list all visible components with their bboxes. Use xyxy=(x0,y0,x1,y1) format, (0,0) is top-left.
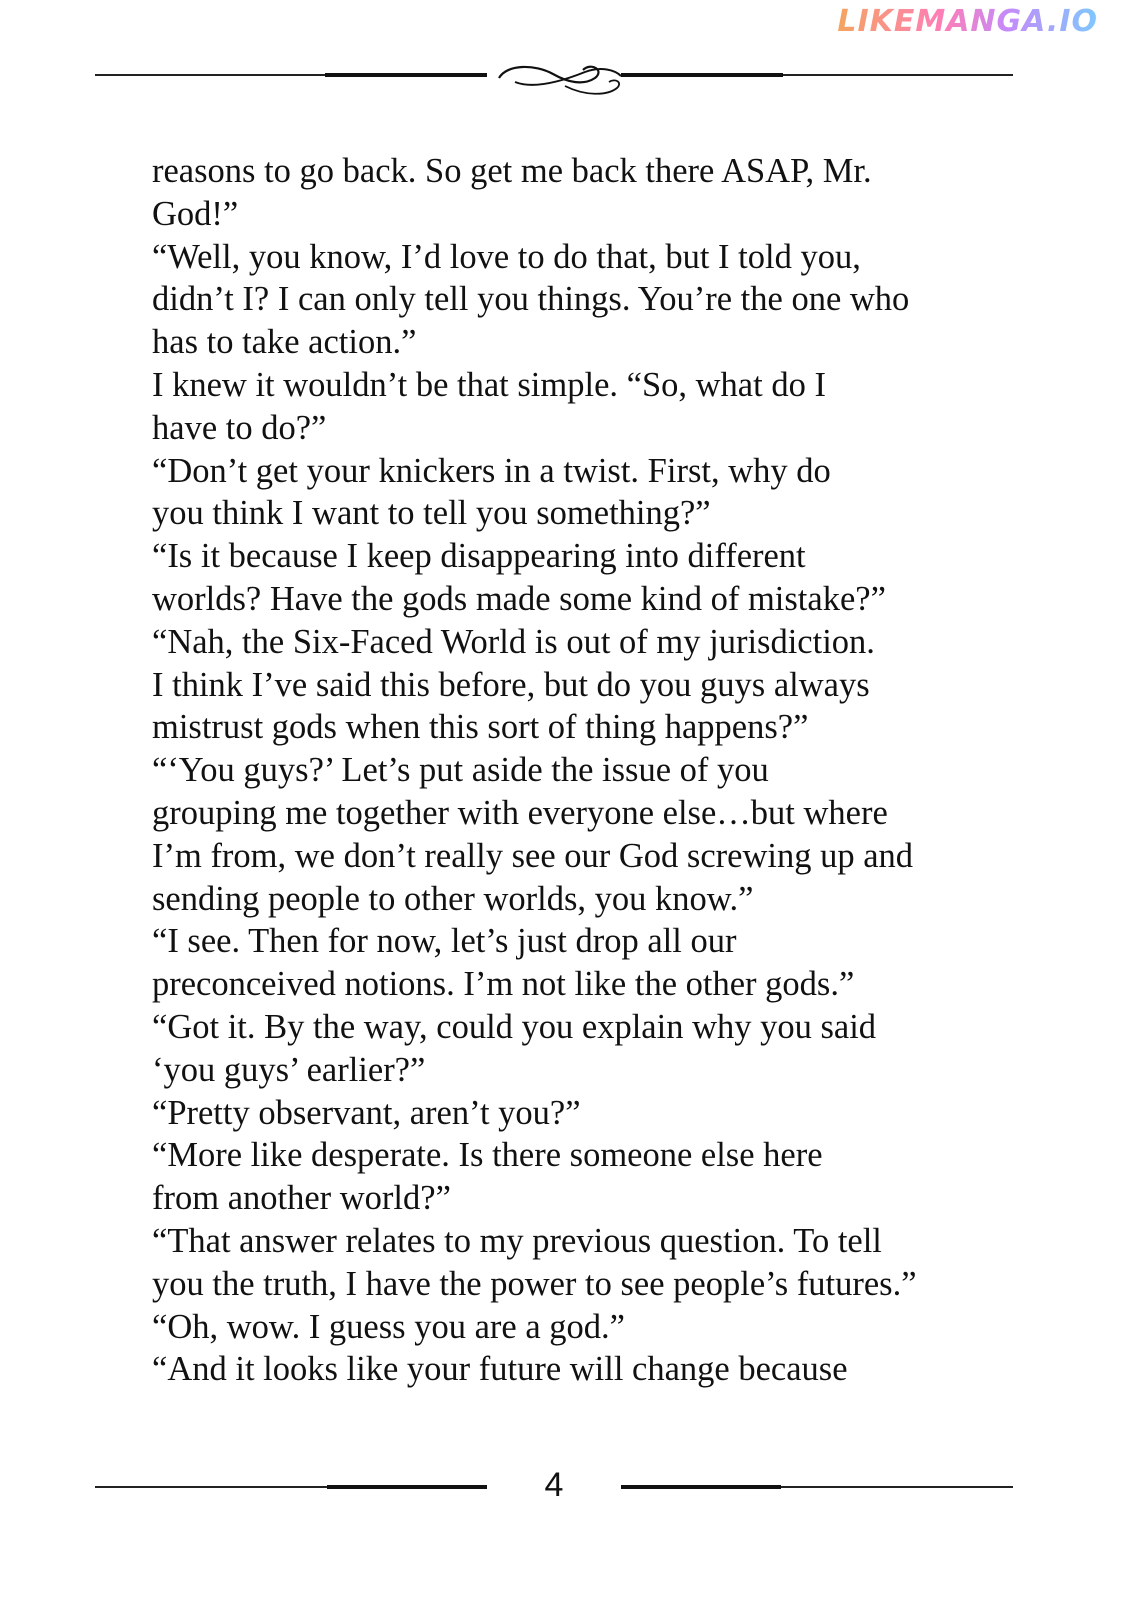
text-line: sending people to other worlds, you know.” xyxy=(152,879,754,918)
text-line: mistrust gods when this sort of thing happens?” xyxy=(152,708,809,747)
page-footer xyxy=(95,1462,1013,1512)
text-line: didn’t I? I can only tell you things. You’re the one who xyxy=(152,280,910,319)
text-line: I knew it wouldn’t be that simple. “So, what do I xyxy=(152,365,826,404)
text-line: “Is it because I keep disappearing into different xyxy=(152,537,806,576)
text-line: I’m from, we don’t really see our God screwing up and xyxy=(152,836,914,875)
text-line: “And it looks like your future will change because xyxy=(152,1350,848,1389)
text-line: reasons to go back. So get me back there ASAP, Mr. xyxy=(152,152,872,190)
text-line: grouping me together with everyone else…but where xyxy=(152,793,888,832)
flourish-icon xyxy=(95,62,1013,102)
text-line: “More like desperate. Is there someone else here xyxy=(152,1136,823,1175)
text-line: have to do?” xyxy=(152,408,327,447)
text-line: “Well, you know, I’d love to do that, but I told you, xyxy=(152,237,861,276)
text-line: you the truth, I have the power to see people’s futures.” xyxy=(152,1264,917,1303)
text-line: “Nah, the Six-Faced World is out of my jurisdiction. xyxy=(152,622,875,661)
text-line: ‘you guys’ earlier?” xyxy=(152,1050,426,1089)
footer-rule-right xyxy=(621,1486,1013,1488)
text-line: worlds? Have the gods made some kind of mistake?” xyxy=(152,579,886,618)
text-line: “Got it. By the way, could you explain why you said xyxy=(152,1007,877,1046)
text-line: “Oh, wow. I guess you are a god.” xyxy=(152,1307,625,1346)
header-ornament-divider xyxy=(95,62,1013,102)
text-line: has to take action.” xyxy=(152,323,417,362)
page-number: 4 xyxy=(544,1466,564,1504)
site-watermark: LIKEMANGA.IO xyxy=(837,4,1098,39)
page-text xyxy=(152,150,982,1391)
text-line: “That answer relates to my previous question. To tell xyxy=(152,1221,882,1260)
text-line: “‘You guys?’ Let’s put aside the issue of you xyxy=(152,751,769,790)
text-line: I think I’ve said this before, but do you guys always xyxy=(152,665,870,704)
text-line: God!” xyxy=(152,194,239,233)
text-line: “Don’t get your knickers in a twist. First, why do xyxy=(152,451,831,490)
text-line: “I see. Then for now, let’s just drop all our xyxy=(152,922,737,961)
text-line: preconceived notions. I’m not like the other gods.” xyxy=(152,965,855,1004)
text-line: from another world?” xyxy=(152,1179,451,1218)
text-line: “Pretty observant, aren’t you?” xyxy=(152,1093,581,1132)
text-line: you think I want to tell you something?” xyxy=(152,494,711,533)
